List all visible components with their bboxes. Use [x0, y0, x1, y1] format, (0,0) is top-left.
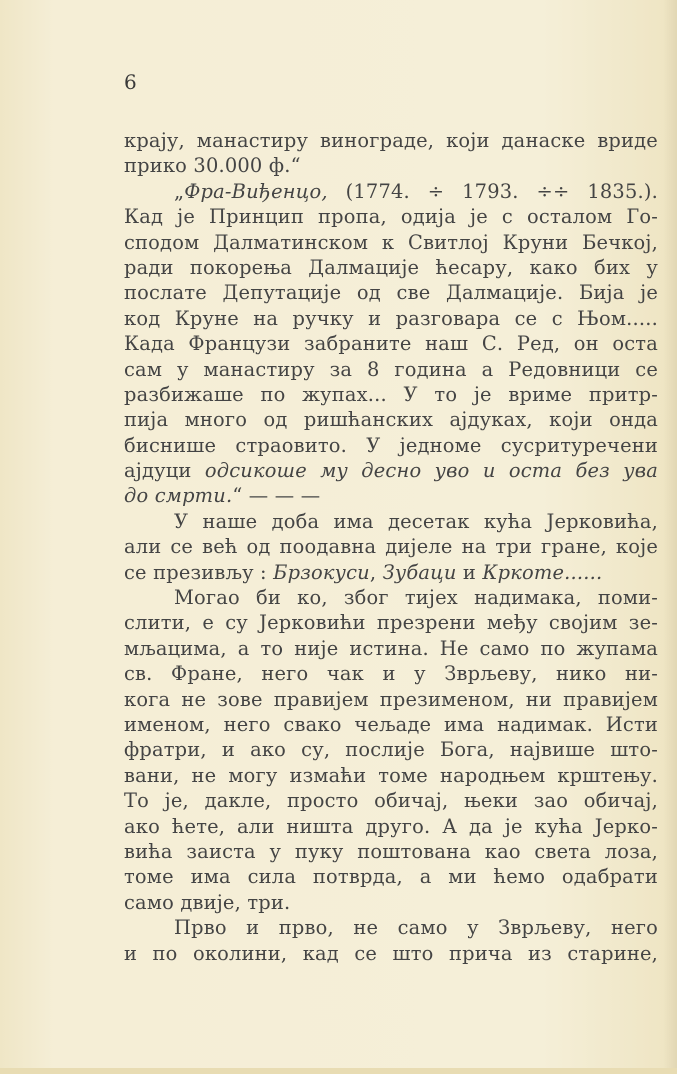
- text-segment: томе има сила потврда, а ми ћемо одабрати: [124, 865, 658, 889]
- text-line: [124, 280, 658, 305]
- text-segment: (1774. ÷ 1793. ÷÷ 1835.).: [327, 179, 658, 203]
- text-segment: ајдуци: [124, 459, 205, 483]
- text-line: [124, 509, 658, 534]
- text-line: [124, 331, 658, 356]
- text-segment: Прво и прво, не само у Зврљеву, него: [174, 916, 658, 940]
- text-segment: се презивљу :: [124, 560, 274, 584]
- page-number: 6: [124, 70, 137, 94]
- text-segment: То је, дакле, просто обичај, њеки зао обичај,: [124, 789, 658, 813]
- text-segment: св. Фране, него чак и у Зврљеву, нико ни-: [124, 662, 658, 686]
- text-line: [124, 864, 658, 889]
- text-segment: код Круне на ручку и разговара се с Њом.....: [124, 306, 658, 330]
- text-segment: и: [456, 560, 483, 584]
- text-line: [124, 458, 658, 483]
- page-edge-shadow: [663, 0, 677, 1074]
- text-line: [124, 204, 658, 229]
- italic-text: Брзокуси: [273, 560, 370, 584]
- page-bottom-band: [0, 1068, 677, 1074]
- text-segment: разбижаше по жупах... У то је вриме притр-: [124, 382, 658, 406]
- text-segment: “ — — —: [232, 484, 321, 508]
- text-line: [124, 814, 658, 839]
- text-segment: кога не зове правијем презименом, ни правијем: [124, 687, 658, 711]
- body-text: [124, 128, 658, 966]
- text-line: [124, 712, 658, 737]
- text-segment: „: [174, 179, 185, 203]
- text-line: [124, 890, 658, 915]
- text-line: [124, 255, 658, 280]
- text-line: [124, 941, 658, 966]
- text-segment: вани, не могу измаћи томе народњем крштењу.: [124, 763, 658, 787]
- text-line: [124, 306, 658, 331]
- text-segment: Када Французи забраните наш С. Ред, он оста: [124, 332, 658, 356]
- text-segment: фратри, и ако су, послије Бога, највише што-: [124, 738, 658, 762]
- italic-text: Кркоте......: [482, 560, 603, 584]
- text-segment: прико 30.000 ф.“: [124, 154, 301, 178]
- text-segment: вића заиста у пуку поштована као света лоза,: [124, 839, 658, 863]
- text-line: [124, 433, 658, 458]
- text-line: [124, 585, 658, 610]
- text-segment: и по околини, кад се што прича из старине,: [124, 941, 658, 965]
- text-line: [124, 636, 658, 661]
- text-line: [124, 534, 658, 559]
- text-segment: биснише страовито. У једноме сусритуречени: [124, 433, 658, 457]
- text-segment: мљацима, а то није истина. Не само по жупама: [124, 636, 658, 660]
- text-line: [124, 687, 658, 712]
- italic-text: до смрти.: [124, 484, 233, 508]
- text-segment: Кад је Принцип пропа, одија је с осталом Го-: [124, 205, 658, 229]
- text-line: [124, 839, 658, 864]
- text-segment: Могао би ко, због тијех надимака, поми-: [174, 586, 658, 610]
- text-segment: именом, него свако чељаде има надимак. Исти: [124, 712, 658, 736]
- text-line: [124, 230, 658, 255]
- italic-text: одсикоше му десно уво и оста без ува: [204, 459, 658, 483]
- text-line: [124, 737, 658, 762]
- text-segment: слити, е су Јерковићи презрени међу својим зе-: [124, 611, 658, 635]
- text-segment: У наше доба има десетак кућа Јерковића,: [174, 509, 658, 533]
- text-segment: ,: [369, 560, 383, 584]
- text-line: [124, 153, 658, 178]
- text-segment: само двије, три.: [124, 890, 291, 914]
- text-segment: ако ћете, али ништа друго. А да је кућа Јерко-: [124, 814, 658, 838]
- text-line: [124, 763, 658, 788]
- text-segment: послате Депутације од све Далмације. Бија је: [124, 281, 658, 305]
- text-segment: сам у манастиру за 8 година а Редовници се: [124, 357, 658, 381]
- text-segment: сподом Далматинском к Свитлој Круни Бечкој,: [124, 230, 658, 254]
- text-segment: крају, манастиру винограде, који данаске вриде: [124, 129, 658, 152]
- text-line: [124, 179, 658, 204]
- text-line: [124, 382, 658, 407]
- text-line: [124, 610, 658, 635]
- text-line: [124, 915, 658, 940]
- text-line: [124, 128, 658, 153]
- text-segment: али се већ од поодавна дијеле на три гране, које: [124, 535, 658, 559]
- text-line: [124, 560, 658, 585]
- text-segment: ради покорења Далмације ћесару, како бих у: [124, 255, 658, 279]
- italic-text: Зубаци: [382, 560, 457, 584]
- text-line: [124, 357, 658, 382]
- text-line: [124, 483, 658, 508]
- text-line: [124, 407, 658, 432]
- text-segment: пија много од ришћанских ајдуках, који онда: [124, 408, 658, 432]
- italic-text: Фра-Виђенцо,: [184, 179, 328, 203]
- text-line: [124, 661, 658, 686]
- text-line: [124, 788, 658, 813]
